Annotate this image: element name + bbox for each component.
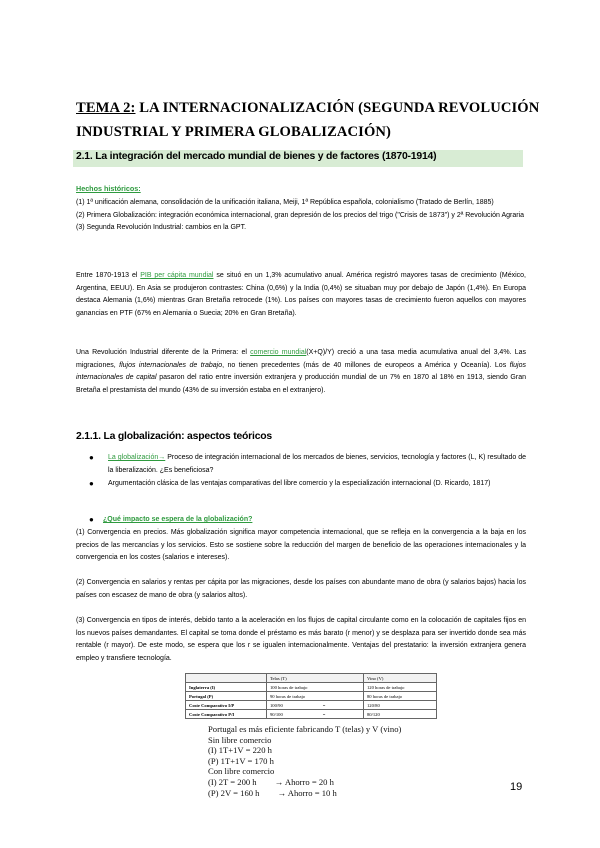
- bullet-text: Proceso de integración internacional de los mercados de bienes, servicios, tecnología y factores (L, K) resultado de la liberalización. ¿Es beneficiosa?: [108, 454, 527, 474]
- bullet-dot-icon: ●: [89, 515, 94, 524]
- section-title: 2.1. La integración del mercado mundial de bienes y de factores (1870-1914): [76, 151, 437, 162]
- paragraph-comercio-i1: flujos internacionales de trabajo: [119, 361, 223, 369]
- comercio-link[interactable]: comercio mundial: [250, 349, 307, 356]
- paragraph-pib: [76, 270, 526, 320]
- cost-table: [185, 673, 437, 719]
- table-cell: 120/80: [364, 701, 437, 710]
- table-cell: Coste Comparativo P/I: [186, 710, 267, 719]
- calc-line: (I) 1T+1V = 220 h: [208, 745, 272, 756]
- paragraph-comercio-i2: flujos internacionales de capital: [76, 361, 526, 382]
- paragraph-comercio-b: (X+Q)/Y) creció a una tasa media acumulativa anual del 3,4%. Las migraciones,: [76, 349, 527, 369]
- hechos-item: (2) Primera Globalización: integración económica internacional, gran depresión de los precios del trigo ("Crisis de 1873") y 2ª Revolución Agraria: [76, 211, 525, 219]
- chapter-title: [76, 96, 546, 144]
- bullet-dot-icon: ●: [89, 453, 94, 462]
- page-number: 19: [510, 781, 523, 793]
- bullet-list: [76, 452, 526, 492]
- table-cell: 90/100 =: [267, 710, 364, 719]
- globalizacion-link[interactable]: La globalización→: [108, 454, 166, 461]
- table-cell: Telas (T): [267, 674, 364, 683]
- bullet-text: Argumentación clásica de las ventajas comparativas del libre comercio y la especialización internacional (D. Ricardo, 1817): [108, 480, 491, 488]
- convergence-interest: [76, 615, 526, 665]
- table-row: [186, 683, 437, 692]
- table-cell: 100/90 =: [267, 701, 364, 710]
- bullet-item: [76, 478, 526, 491]
- table-row: [186, 692, 437, 701]
- table-cell: Inglaterra (I): [186, 683, 267, 692]
- calc-line: (P) 2V = 160 h → Ahorro = 10 h: [208, 787, 337, 798]
- convergence-prices: [76, 527, 526, 565]
- table-cell: Portugal (P): [186, 692, 267, 701]
- hechos-list: [76, 197, 526, 235]
- paragraph-pib-b: se situó en un 1,3% acumulativo anual. América registró mayores tasas de crecimiento (México, Argentina, EEUU). En Asia se produjeron contrastes: China (0,6%) y la India (0,4%) se situaban muy por debajo de Japón (1,4%). En Europa destaca Alemania (1,6%) mientras Gran Bretaña retrocede (1%). Los países con mayores tasas de crecimiento fueron aquellos con mayores ganancias en PTF (67% en Alemania o Suecia; 20% en Gran Bretaña).: [76, 272, 526, 317]
- bullet-item: [76, 452, 526, 477]
- table-cell: [186, 674, 267, 683]
- convergence-wages-text: (2) Convergencia en salarios y rentas per cápita por las migraciones, desde los países con abundante mano de obra (y salarios bajos) hacia los países con escasez de mano de obra (y salarios altos).: [76, 579, 526, 599]
- paragraph-comercio-d: pasaron del ratio entre inversión extranjera y producción mundial de un 7% en 1870 al 18% en 1913, siendo Gran Bretaña el prestamista del mundo (43% de su inversión estaba en el extranjero).: [76, 374, 526, 394]
- pib-link[interactable]: PIB per cápita mundial: [140, 272, 214, 279]
- hechos-item: (1) 1ª unificación alemana, consolidación de la unificación italiana, Meiji, 1ª República española, colonialismo (Tratado de Berlín, 1885): [76, 199, 494, 206]
- calc-sin-label: Sin libre comercio: [208, 734, 272, 745]
- calc-line: (P) 1T+1V = 170 h: [208, 755, 274, 766]
- table-row: [186, 674, 437, 683]
- subsection-title: 2.1.1. La globalización: aspectos teóricos: [76, 431, 273, 442]
- convergence-prices-text: (1) Convergencia en precios. Más globalización significa mayor competencia internacional, que se refleja en la convergencia a la baja en los precios de las mercancías y los servicios. Esto se sostiene sobre la reducción del margen de beneficio de las operaciones internacionales y la convergencia en los costes (salarios e intereses).: [76, 529, 526, 562]
- hechos-item: (3) Segunda Revolución Industrial: cambios en la GPT.: [76, 224, 247, 232]
- paragraph-comercio-c: , no tienen precedentes (más de 40 millones de europeos a América y Oceanía). Los: [222, 361, 510, 369]
- question-line: [89, 516, 252, 523]
- paragraph-comercio: [76, 347, 526, 397]
- hechos-heading: [76, 184, 141, 193]
- table-cell: 90 horas de trabajo: [267, 692, 364, 701]
- calc-intro: Portugal es más eficiente fabricando T (telas) y V (vino): [208, 724, 402, 734]
- table-cell: Vino (V): [364, 674, 437, 683]
- table-cell: 120 horas de trabajo: [364, 683, 437, 692]
- calc-line: (I) 2T = 200 h → Ahorro = 20 h: [208, 776, 334, 787]
- convergence-interest-text: (3) Convergencia en tipos de interés, debido tanto a la aceleración en los flujos de capital circulante como en la colocación de capitales fijos en los nuevos países demandantes. El capital se toma donde el préstamo es más barato (r menor) y se desplaza para ser invertido donde sea más rentable (r mayor). De este modo, se espera que los r se igualen internacionalmente. Ventajas del prestatario: la inversión extranjera genera empleo y transfiere tecnología.: [76, 617, 526, 662]
- table-cell: 100 horas de trabajo: [267, 683, 364, 692]
- calc-con-label: Con libre comercio: [208, 766, 275, 777]
- table-cell: Coste Comparativo I/P: [186, 701, 267, 710]
- table-cell: 80 horas de trabajo: [364, 692, 437, 701]
- table-cell: 80/120: [364, 710, 437, 719]
- bullet-dot-icon: ●: [89, 479, 94, 489]
- paragraph-comercio-a: Una Revolución Industrial diferente de la Primera: el: [76, 349, 251, 356]
- chapter-title-text: LA INTERNACIONALIZACIÓN (SEGUNDA REVOLUCIÓN INDUSTRIAL Y PRIMERA GLOBALIZACIÓN): [76, 100, 540, 140]
- paragraph-pib-a: Entre 1870-1913 el: [76, 272, 141, 279]
- question-text[interactable]: ¿Qué impacto se espera de la globalización?: [103, 516, 253, 523]
- chapter-title-prefix: TEMA 2:: [76, 100, 136, 116]
- convergence-wages: [76, 577, 526, 602]
- table-row: [186, 710, 437, 719]
- hechos-heading-text: Hechos históricos:: [76, 184, 141, 193]
- table-row: [186, 701, 437, 710]
- calculation-block: [208, 724, 401, 798]
